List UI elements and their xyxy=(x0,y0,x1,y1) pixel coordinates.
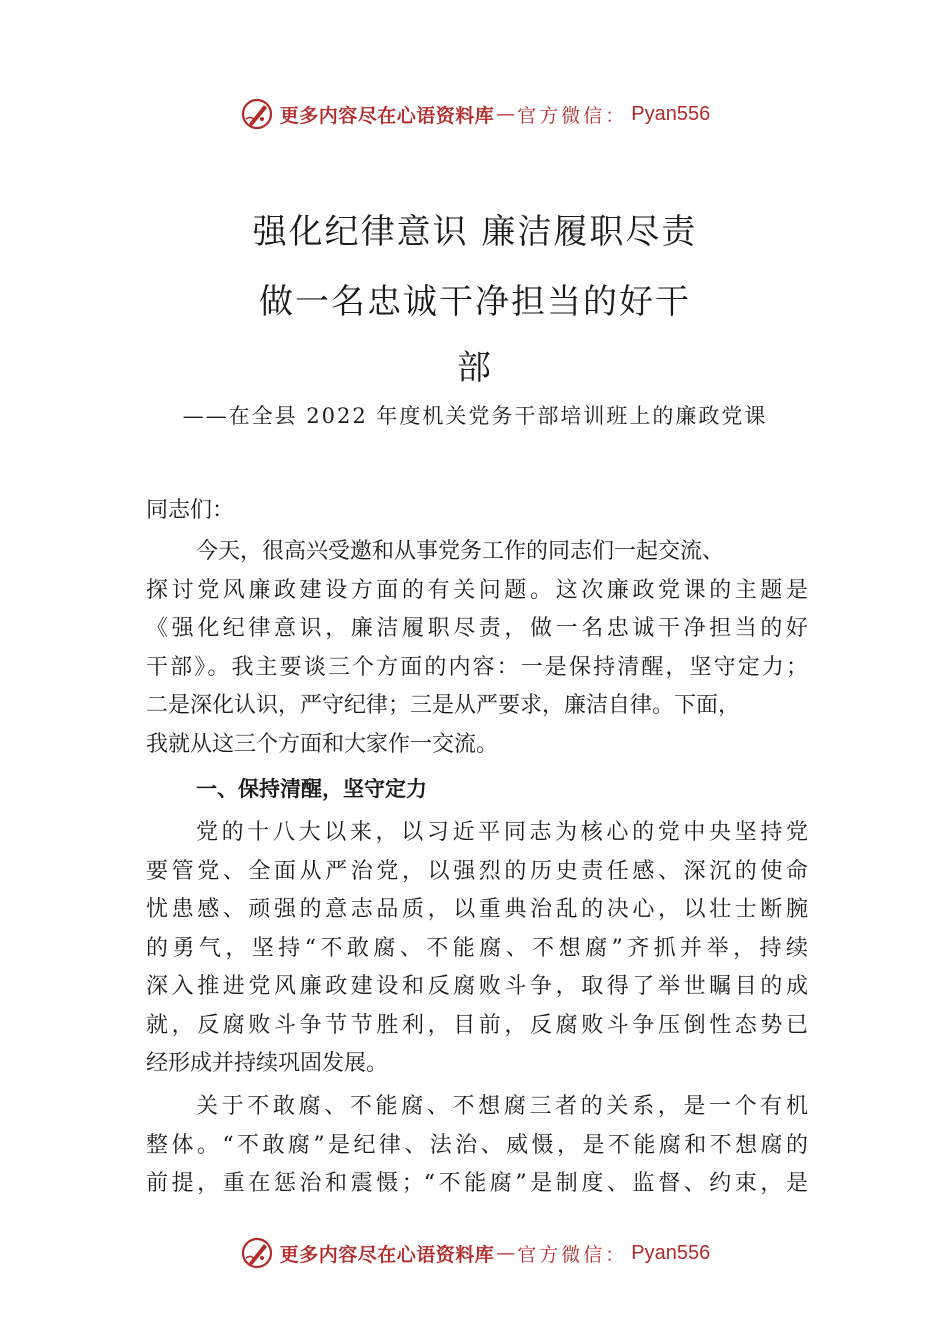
document-subtitle: ——在全县 2022 年度机关党务干部培训班上的廉政党课 xyxy=(182,404,768,428)
watermark-wechat-id: Pyan556 xyxy=(631,102,711,125)
document-title-line3: 部 xyxy=(457,348,493,388)
paragraph-line: 党的十八大以来，以习近平同志为核心的党中央坚持党 xyxy=(196,820,808,845)
salutation: 同志们： xyxy=(146,498,235,523)
watermark-banner-bottom xyxy=(0,1233,950,1273)
paragraph-2 xyxy=(146,814,808,1084)
paragraph-line: 《强化纪律意识，廉洁履职尽责，做一名忠诚干净担当的好 xyxy=(146,616,808,641)
watermark-wechat-label: 官方微信： xyxy=(517,104,628,127)
document-title-line2: 做一名忠诚干净担当的好干 xyxy=(259,282,691,322)
paragraph-line: 今天，很高兴受邀和从事党务工作的同志们一起交流、 xyxy=(196,539,725,564)
paragraph-line: 就，反腐败斗争节节胜利，目前，反腐败斗争压倒性态势已 xyxy=(146,1012,808,1038)
watermark-wechat-id: Pyan556 xyxy=(631,1241,711,1264)
paragraph-line: 探讨党风廉政建设方面的有关问题。这次廉政党课的主题是 xyxy=(146,577,808,603)
paragraph-line: 深入推进党风廉政建设和反腐败斗争，取得了举世瞩目的成 xyxy=(146,974,808,999)
paragraph-line: 要管党、全面从严治党，以强烈的历史责任感、深沉的使命 xyxy=(146,858,808,884)
document-title-line1: 强化纪律意识 廉洁履职尽责 xyxy=(252,212,698,252)
paragraph-line: 经形成并持续巩固发展。 xyxy=(146,1051,389,1076)
paragraph-1 xyxy=(146,533,808,764)
quill-pen-icon xyxy=(240,97,274,131)
watermark-separator: — xyxy=(496,103,516,125)
paragraph-line: 干部》。我主要谈三个方面的内容：一是保持清醒，坚守定力； xyxy=(146,654,808,680)
paragraph-line: 忧患感、顽强的意志品质，以重典治乱的决心，以壮士断腕 xyxy=(146,897,808,922)
paragraph-line: 二是深化认识，严守纪律；三是从严要求，廉洁自律。下面， xyxy=(146,693,741,718)
watermark-main-text: 更多内容尽在心语资料库 xyxy=(279,104,495,127)
paragraph-line: 的勇气，坚持“不敢腐、不能腐、不想腐”齐抓并举，持续 xyxy=(146,935,808,961)
paragraph-line: 前提，重在惩治和震慑；“不能腐”是制度、监督、约束，是 xyxy=(146,1171,808,1196)
watermark-wechat-label: 官方微信： xyxy=(517,1243,628,1266)
watermark-main-text: 更多内容尽在心语资料库 xyxy=(279,1243,495,1266)
paragraph-line: 关于不敢腐、不能腐、不想腐三者的关系，是一个有机 xyxy=(196,1094,808,1119)
watermark-separator: — xyxy=(496,1242,516,1264)
watermark-banner-top xyxy=(0,94,950,134)
paragraph-line: 我就从这三个方面和大家作一交流。 xyxy=(146,731,499,757)
section-heading-1: 一、保持清醒，坚守定力 xyxy=(196,777,427,801)
paragraph-3 xyxy=(146,1088,808,1204)
quill-pen-icon xyxy=(240,1236,274,1270)
paragraph-line: 整体。“不敢腐”是纪律、法治、威慑，是不能腐和不想腐的 xyxy=(146,1132,808,1158)
